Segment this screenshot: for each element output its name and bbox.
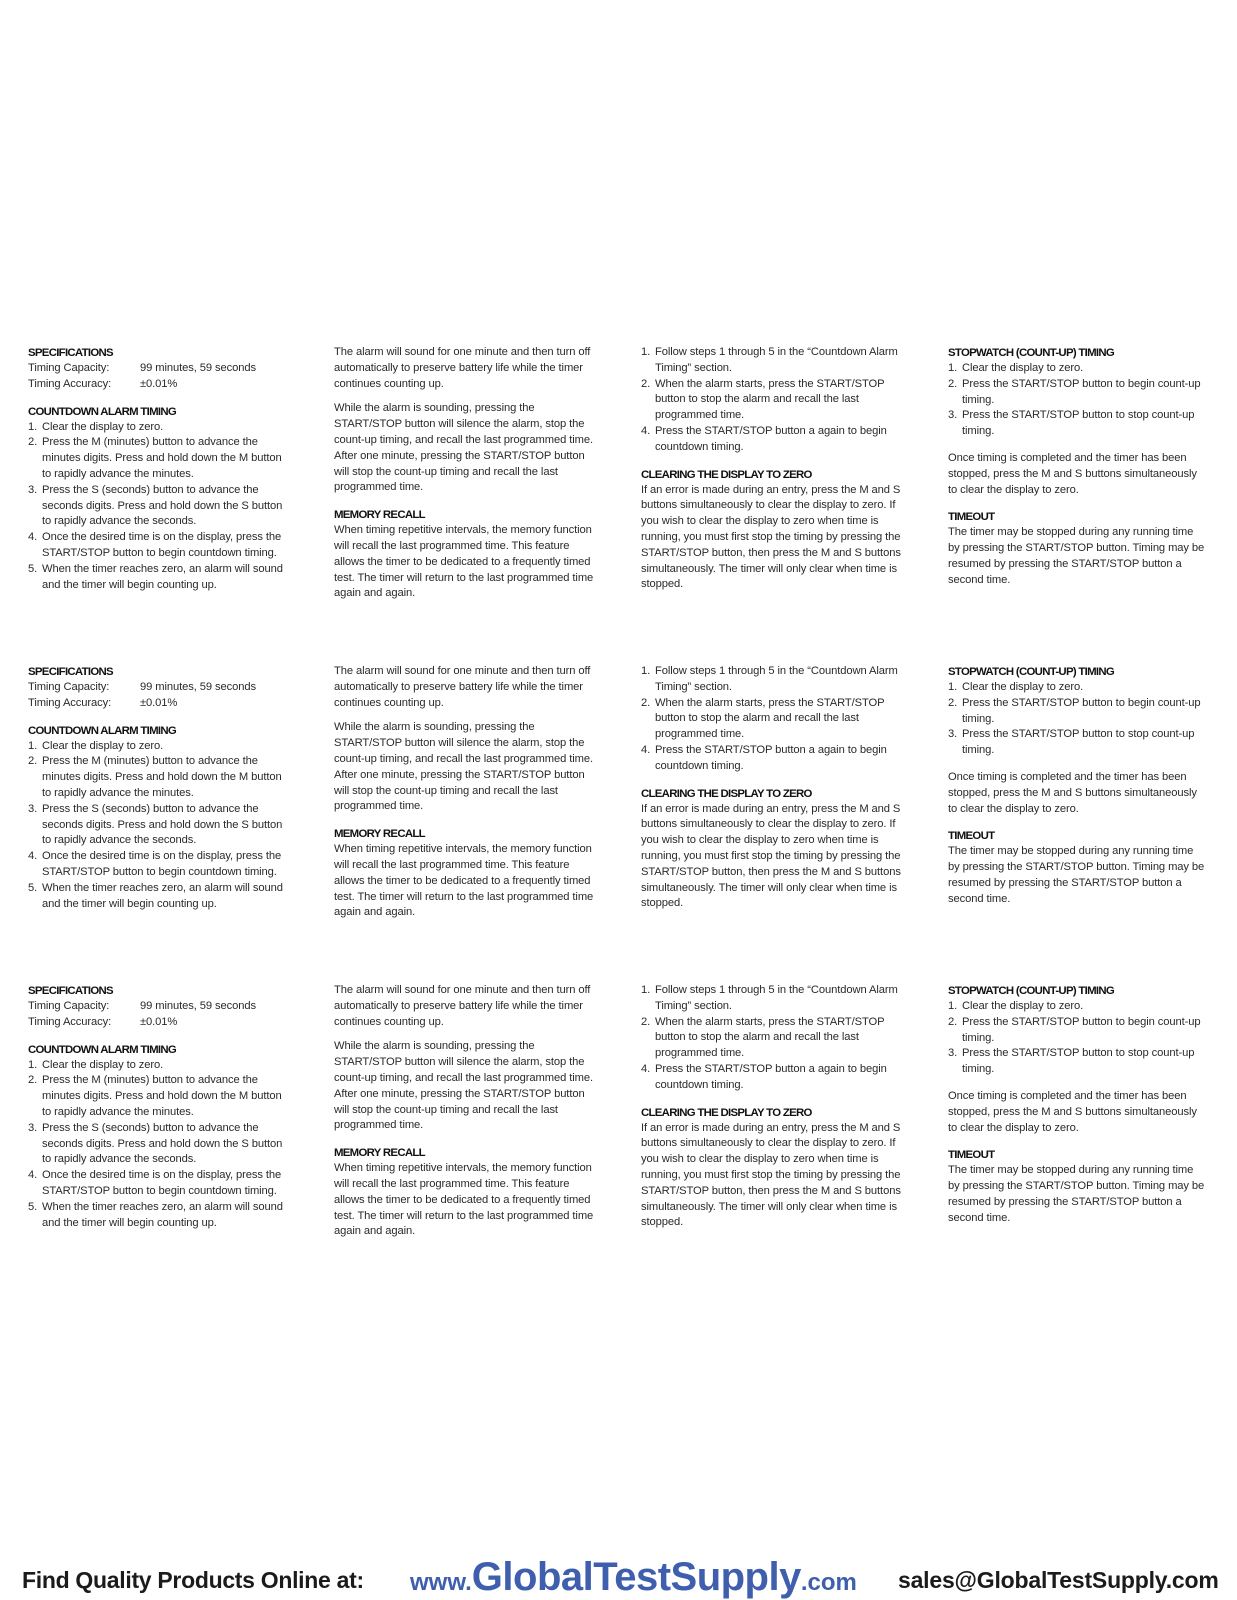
step-number: 3. — [948, 1047, 958, 1060]
list-item — [28, 849, 290, 881]
recall-clearing-column — [641, 664, 909, 912]
stopwatch-timeout-column — [948, 664, 1206, 908]
step-text: When the alarm starts, press the START/STOP button to stop the alarm and recall the last programmed time. — [655, 377, 885, 422]
countdown-steps — [28, 1058, 290, 1232]
list-item — [641, 424, 909, 456]
alarm-paragraph: The alarm will sound for one minute and then turn off automatically to preserve battery life while the timer continues counting up. — [334, 665, 591, 709]
step-text: When the alarm starts, press the START/STOP button to stop the alarm and recall the last programmed time. — [655, 696, 885, 741]
list-item — [948, 680, 1206, 696]
list-item — [948, 1015, 1206, 1047]
list-item — [28, 1121, 290, 1168]
website-link[interactable] — [410, 1555, 857, 1600]
step-text: Press the START/STOP button to begin count-up timing. — [962, 377, 1201, 406]
timing-capacity-row — [28, 361, 290, 377]
stopwatch-steps — [948, 361, 1206, 440]
step-number: 4. — [641, 1062, 651, 1075]
email-link[interactable]: sales@GlobalTestSupply.com — [898, 1567, 1219, 1593]
clearing-text: If an error is made during an entry, press the M and S buttons simultaneously to clear the display to zero. If you wish to clear the display to zero when time is running, you must first stop the timing by pressing the START/STOP button, then press the M and S buttons simultaneously. The timer will only clear when time is stopped. — [641, 1121, 901, 1229]
list-item — [28, 420, 290, 436]
list-item — [948, 361, 1206, 377]
specifications-heading: SPECIFICATIONS — [28, 347, 113, 359]
step-text: Press the START/STOP button a again to begin countdown timing. — [655, 1062, 887, 1091]
timeout-text: The timer may be stopped during any running time by pressing the START/STOP button. Timing may be resumed by pressing the START/STOP button a second time. — [948, 845, 1205, 905]
timing-capacity-label: Timing Capacity: — [28, 362, 110, 374]
alarm-memory-column — [334, 345, 602, 602]
list-item — [28, 754, 290, 801]
step-number: 1. — [641, 346, 651, 358]
step-number: 3. — [948, 728, 958, 741]
list-item — [641, 696, 909, 743]
step-number: 1. — [948, 681, 958, 693]
step-number: 1. — [641, 984, 651, 996]
stopwatch-clear-text: Once timing is completed and the timer has been stopped, press the M and S buttons simultaneously to clear the display to zero. — [948, 1089, 1197, 1134]
list-item — [28, 1168, 290, 1200]
list-item — [28, 802, 290, 849]
memory-recall-text: When timing repetitive intervals, the memory function will recall the last programmed time. This feature allows the timer to be dedicated to a frequently timed test. The timer will return to the last programmed time again and again. — [334, 843, 594, 919]
stopwatch-clear-text: Once timing is completed and the timer has been stopped, press the M and S buttons simultaneously to clear the display to zero. — [948, 451, 1197, 496]
specs-countdown-column — [28, 664, 290, 912]
step-text: Once the desired time is on the display, press the START/STOP button to begin countdown timing. — [42, 850, 282, 878]
list-item — [641, 743, 909, 775]
alarm-memory-column — [334, 983, 602, 1240]
url-prefix: www. — [410, 1569, 472, 1596]
step-number: 4. — [641, 743, 651, 756]
timing-capacity-label: Timing Capacity: — [28, 1000, 110, 1012]
stopwatch-heading: STOPWATCH (COUNT-UP) TIMING — [948, 985, 1115, 997]
list-item — [641, 983, 909, 1015]
step-text: Press the START/STOP button to begin count-up timing. — [962, 1015, 1201, 1044]
footer-bar — [0, 1555, 1237, 1600]
step-text: Follow steps 1 through 5 in the “Countdown Alarm Timing” section. — [655, 665, 898, 693]
recall-clearing-column — [641, 345, 909, 593]
step-number: 1. — [948, 1000, 958, 1012]
step-text: Press the S (seconds) button to advance the seconds digits. Press and hold down the S button to rapidly advance the seconds. — [42, 802, 283, 847]
step-text: Press the START/STOP button to stop count-up timing. — [962, 1047, 1195, 1076]
step-text: Clear the display to zero. — [962, 362, 1084, 374]
step-text: Follow steps 1 through 5 in the “Countdown Alarm Timing” section. — [655, 346, 898, 374]
timing-capacity-label: Timing Capacity: — [28, 681, 110, 693]
step-number: 5. — [28, 562, 38, 575]
timing-capacity-row — [28, 999, 290, 1015]
stopwatch-steps — [948, 999, 1206, 1078]
timing-accuracy-value: ±0.01% — [140, 377, 178, 390]
clearing-text: If an error is made during an entry, press the M and S buttons simultaneously to clear the display to zero. If you wish to clear the display to zero when time is running, you must first stop the timing by pressing the START/STOP button, then press the M and S buttons simultaneously. The timer will only clear when time is stopped. — [641, 802, 901, 910]
step-number: 2. — [28, 1074, 38, 1087]
step-number: 1. — [948, 362, 958, 374]
stopwatch-clear-text: Once timing is completed and the timer has been stopped, press the M and S buttons simultaneously to clear the display to zero. — [948, 770, 1197, 815]
timing-accuracy-value: ±0.01% — [140, 1015, 178, 1028]
timing-capacity-value: 99 minutes, 59 seconds — [140, 1000, 256, 1012]
step-text: Press the M (minutes) button to advance the minutes digits. Press and hold down the M button to rapidly advance the minutes. — [42, 755, 282, 799]
list-item — [28, 739, 290, 755]
step-text: Once the desired time is on the display, press the START/STOP button to begin countdown timing. — [42, 531, 282, 559]
stopwatch-steps — [948, 680, 1206, 759]
step-number: 4. — [28, 1169, 38, 1182]
countdown-heading: COUNTDOWN ALARM TIMING — [28, 1043, 177, 1056]
clearing-heading: CLEARING THE DISPLAY TO ZERO — [641, 787, 812, 800]
list-item — [28, 1073, 290, 1120]
step-text: Press the START/STOP button to stop count-up timing. — [962, 409, 1195, 438]
step-text: Clear the display to zero. — [42, 739, 164, 752]
step-text: When the timer reaches zero, an alarm will sound and the timer will begin counting up. — [42, 562, 283, 591]
specs-countdown-column — [28, 983, 290, 1231]
step-text: When the alarm starts, press the START/STOP button to stop the alarm and recall the last programmed time. — [655, 1015, 885, 1060]
step-number: 4. — [641, 424, 651, 437]
step-text: Clear the display to zero. — [42, 420, 164, 433]
step-number: 1. — [28, 420, 38, 433]
specifications-heading: SPECIFICATIONS — [28, 985, 113, 997]
step-text: Press the START/STOP button to begin count-up timing. — [962, 696, 1201, 725]
timing-accuracy-row — [28, 1015, 290, 1031]
timeout-heading: TIMEOUT — [948, 1149, 995, 1162]
step-text: Press the START/STOP button a again to begin countdown timing. — [655, 424, 887, 453]
step-number: 3. — [28, 483, 38, 496]
step-text: Once the desired time is on the display, press the START/STOP button to begin countdown timing. — [42, 1169, 282, 1197]
step-number: 5. — [28, 881, 38, 894]
list-item — [28, 530, 290, 562]
timing-capacity-value: 99 minutes, 59 seconds — [140, 681, 256, 693]
list-item — [948, 727, 1206, 759]
step-number: 4. — [28, 531, 38, 544]
list-item — [28, 1058, 290, 1074]
recall-steps — [641, 345, 909, 456]
step-text: Press the START/STOP button a again to begin countdown timing. — [655, 743, 887, 772]
stopwatch-timeout-column — [948, 345, 1206, 589]
alarm-silence-paragraph: While the alarm is sounding, pressing the START/STOP button will silence the alarm, stop the count-up timing, and recall the last programmed time. After one minute, pressing the START/STOP button will stop the count-up timing and recall the last programmed time. — [334, 721, 593, 813]
alarm-silence-paragraph: While the alarm is sounding, pressing the START/STOP button will silence the alarm, stop the count-up timing, and recall the last programmed time. After one minute, pressing the START/STOP button will stop the count-up timing and recall the last programmed time. — [334, 1040, 593, 1132]
step-number: 3. — [28, 802, 38, 815]
list-item — [28, 435, 290, 482]
timing-accuracy-row — [28, 696, 290, 712]
clearing-heading: CLEARING THE DISPLAY TO ZERO — [641, 468, 812, 481]
alarm-silence-paragraph: While the alarm is sounding, pressing the START/STOP button will silence the alarm, stop the count-up timing, and recall the last programmed time. After one minute, pressing the START/STOP button will stop the count-up timing and recall the last programmed time. — [334, 402, 593, 494]
step-number: 1. — [641, 665, 651, 677]
stopwatch-timeout-column — [948, 983, 1206, 1227]
step-number: 2. — [948, 696, 958, 709]
step-text: Press the M (minutes) button to advance the minutes digits. Press and hold down the M button to rapidly advance the minutes. — [42, 1074, 282, 1118]
alarm-memory-column — [334, 664, 602, 921]
step-text: Clear the display to zero. — [962, 1000, 1084, 1012]
list-item — [641, 377, 909, 424]
step-number: 2. — [948, 1015, 958, 1028]
list-item — [948, 377, 1206, 409]
countdown-heading: COUNTDOWN ALARM TIMING — [28, 405, 177, 418]
countdown-steps — [28, 420, 290, 594]
timeout-text: The timer may be stopped during any running time by pressing the START/STOP button. Timing may be resumed by pressing the START/STOP button a second time. — [948, 1164, 1205, 1224]
timeout-heading: TIMEOUT — [948, 511, 995, 524]
step-number: 2. — [641, 377, 651, 390]
list-item — [28, 562, 290, 594]
specs-countdown-column — [28, 345, 290, 593]
recall-steps — [641, 664, 909, 775]
step-text: Press the M (minutes) button to advance the minutes digits. Press and hold down the M button to rapidly advance the minutes. — [42, 436, 282, 480]
list-item — [641, 1062, 909, 1094]
alarm-paragraph: The alarm will sound for one minute and then turn off automatically to preserve battery life while the timer continues counting up. — [334, 346, 591, 390]
step-number: 1. — [28, 739, 38, 752]
countdown-steps — [28, 739, 290, 913]
step-number: 4. — [28, 850, 38, 863]
memory-recall-heading: MEMORY RECALL — [334, 1147, 425, 1160]
list-item — [948, 999, 1206, 1015]
step-text: Clear the display to zero. — [42, 1058, 164, 1071]
specifications-heading: SPECIFICATIONS — [28, 666, 113, 678]
step-number: 2. — [641, 696, 651, 709]
instruction-panel — [0, 664, 1237, 954]
step-number: 3. — [28, 1121, 38, 1134]
timing-accuracy-label: Timing Accuracy: — [28, 1015, 112, 1028]
step-text: Press the S (seconds) button to advance the seconds digits. Press and hold down the S button to rapidly advance the seconds. — [42, 483, 283, 528]
step-text: Press the START/STOP button to stop count-up timing. — [962, 728, 1195, 757]
memory-recall-text: When timing repetitive intervals, the memory function will recall the last programmed time. This feature allows the timer to be dedicated to a frequently timed test. The timer will return to the last programmed time again and again. — [334, 524, 594, 600]
url-main: GlobalTestSupply — [471, 1555, 801, 1599]
step-text: Follow steps 1 through 5 in the “Countdown Alarm Timing” section. — [655, 984, 898, 1012]
list-item — [948, 1046, 1206, 1078]
list-item — [948, 408, 1206, 440]
memory-recall-text: When timing repetitive intervals, the memory function will recall the last programmed time. This feature allows the timer to be dedicated to a frequently timed test. The timer will return to the last programmed time again and again. — [334, 1162, 594, 1238]
timing-accuracy-value: ±0.01% — [140, 696, 178, 709]
instruction-panel — [0, 983, 1237, 1273]
step-text: Clear the display to zero. — [962, 681, 1084, 693]
memory-recall-heading: MEMORY RECALL — [334, 828, 425, 841]
url-suffix: .com — [800, 1569, 857, 1596]
step-number: 2. — [948, 377, 958, 390]
step-number: 2. — [28, 436, 38, 449]
footer-tagline: Find Quality Products Online at: — [22, 1567, 364, 1593]
timeout-heading: TIMEOUT — [948, 830, 995, 843]
list-item — [28, 483, 290, 530]
clearing-heading: CLEARING THE DISPLAY TO ZERO — [641, 1106, 812, 1119]
timing-capacity-value: 99 minutes, 59 seconds — [140, 362, 256, 374]
timing-accuracy-row — [28, 377, 290, 393]
step-number: 3. — [948, 409, 958, 422]
step-text: When the timer reaches zero, an alarm will sound and the timer will begin counting up. — [42, 1200, 283, 1229]
alarm-paragraph: The alarm will sound for one minute and then turn off automatically to preserve battery life while the timer continues counting up. — [334, 984, 591, 1028]
clearing-text: If an error is made during an entry, press the M and S buttons simultaneously to clear the display to zero. If you wish to clear the display to zero when time is running, you must first stop the timing by pressing the START/STOP button, then press the M and S buttons simultaneously. The timer will only clear when time is stopped. — [641, 483, 901, 591]
instruction-panel — [0, 345, 1237, 635]
list-item — [28, 881, 290, 913]
recall-clearing-column — [641, 983, 909, 1231]
list-item — [948, 696, 1206, 728]
memory-recall-heading: MEMORY RECALL — [334, 509, 425, 522]
countdown-heading: COUNTDOWN ALARM TIMING — [28, 724, 177, 737]
timing-accuracy-label: Timing Accuracy: — [28, 377, 112, 390]
list-item — [28, 1200, 290, 1232]
timeout-text: The timer may be stopped during any running time by pressing the START/STOP button. Timing may be resumed by pressing the START/STOP button a second time. — [948, 526, 1205, 586]
step-number: 1. — [28, 1058, 38, 1071]
step-number: 2. — [641, 1015, 651, 1028]
timing-accuracy-label: Timing Accuracy: — [28, 696, 112, 709]
stopwatch-heading: STOPWATCH (COUNT-UP) TIMING — [948, 347, 1115, 359]
list-item — [641, 1015, 909, 1062]
step-number: 2. — [28, 755, 38, 768]
step-number: 5. — [28, 1200, 38, 1213]
step-text: When the timer reaches zero, an alarm will sound and the timer will begin counting up. — [42, 881, 283, 910]
stopwatch-heading: STOPWATCH (COUNT-UP) TIMING — [948, 666, 1115, 678]
list-item — [641, 345, 909, 377]
timing-capacity-row — [28, 680, 290, 696]
recall-steps — [641, 983, 909, 1094]
step-text: Press the S (seconds) button to advance the seconds digits. Press and hold down the S button to rapidly advance the seconds. — [42, 1121, 283, 1166]
list-item — [641, 664, 909, 696]
